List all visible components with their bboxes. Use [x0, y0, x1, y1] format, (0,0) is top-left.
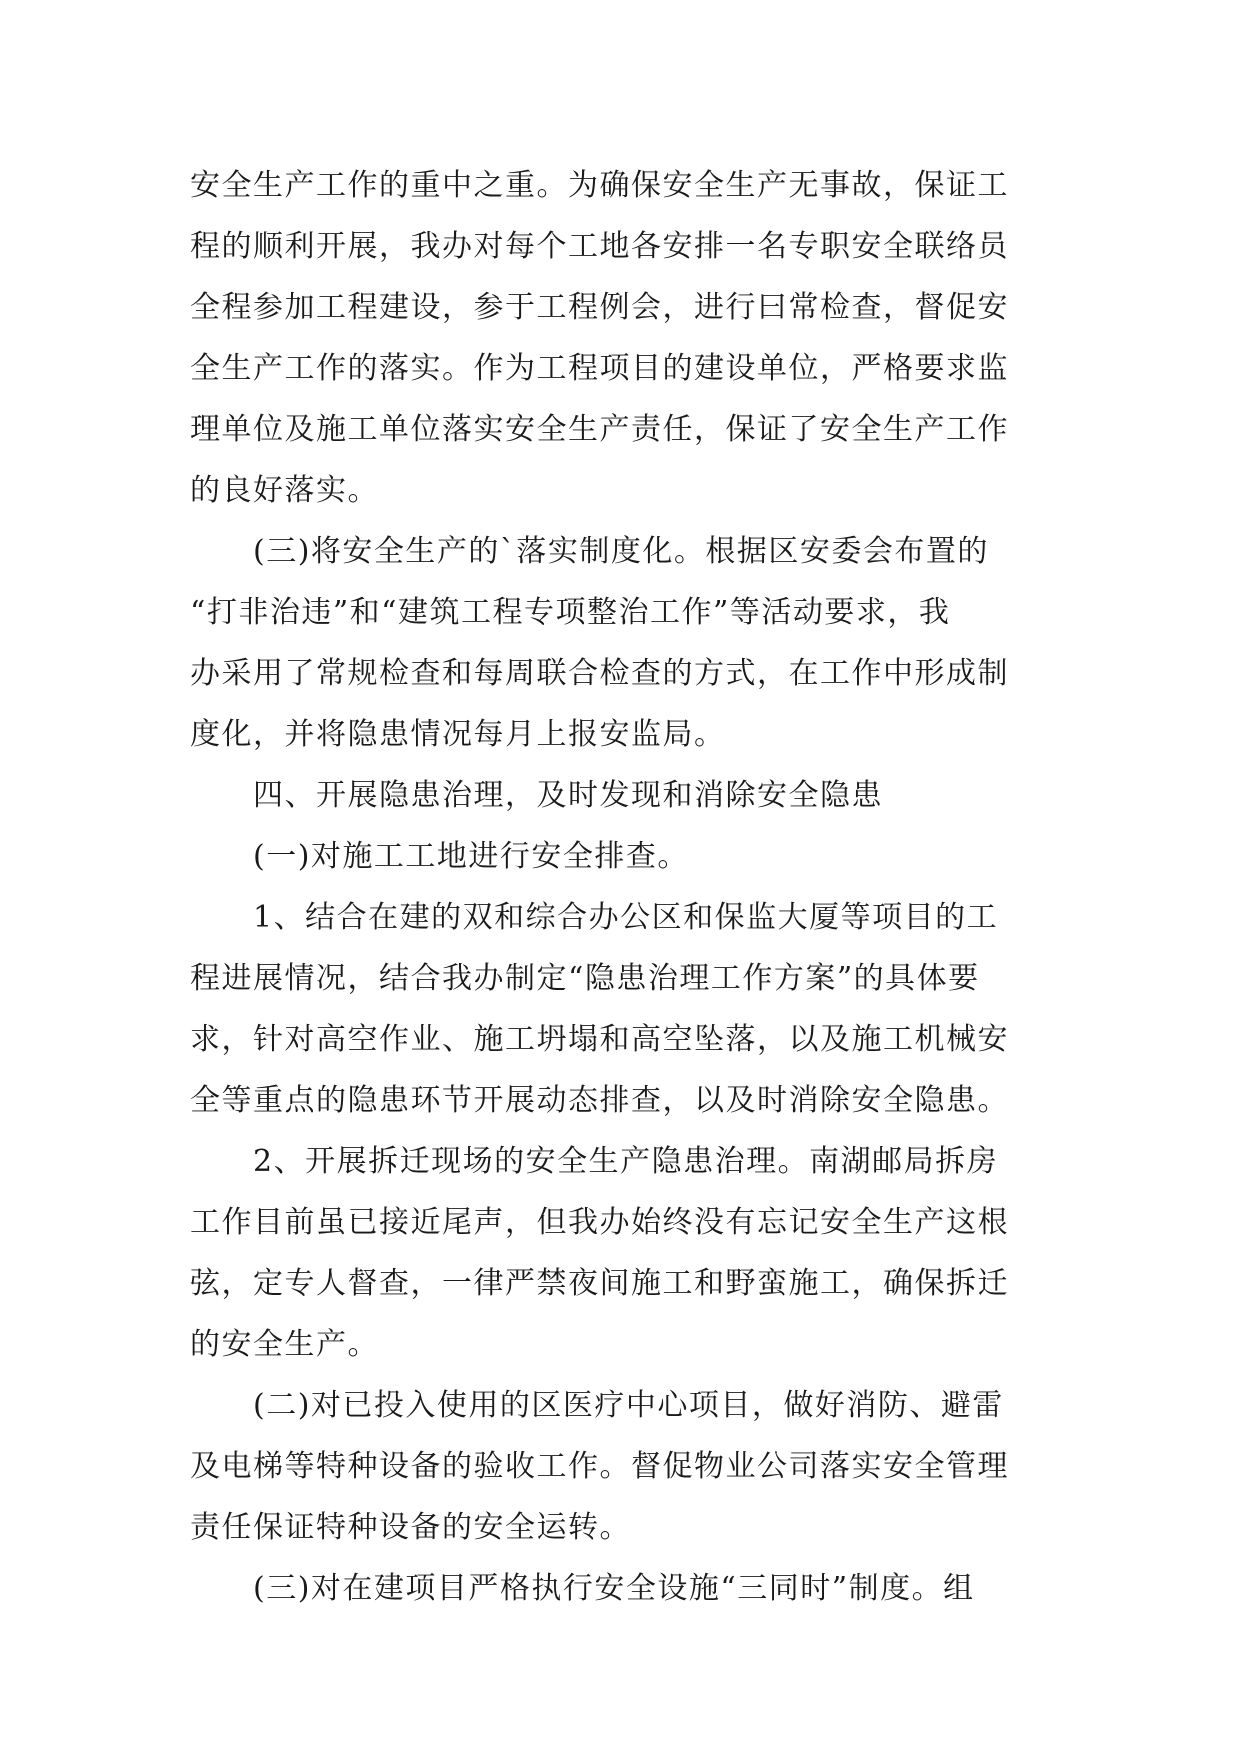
text-line: 求，针对高空作业、施工坍塌和高空坠落，以及施工机械安: [190, 1022, 1009, 1057]
text-line: 全程参加工程建设，参于工程例会，进行曰常检查，督促安: [190, 290, 1009, 325]
text-line: 办采用了常规检查和每周联合检查的方式，在工作中形成制: [190, 656, 1009, 691]
text-line: (三)对在建项目严格执行安全设施“三同时”制度。组: [190, 1571, 975, 1606]
text-line: 的良好落实。: [190, 473, 379, 508]
text-line: 理单位及施工单位落实安全生产责任，保证了安全生产工作: [190, 412, 1009, 447]
text-line: (二)对已投入使用的区医疗中心项目，做好消防、避雷: [190, 1388, 1004, 1423]
text-line: 程进展情况，结合我办制定“隐患治理工作方案”的具体要: [190, 961, 980, 996]
text-line: 2、开展拆迁现场的安全生产隐患治理。南湖邮局拆房: [190, 1144, 999, 1179]
section-heading: 四、开展隐患治理，及时发现和消除安全隐患: [190, 778, 883, 813]
text-line: 工作目前虽已接近尾声，但我办始终没有忘记安全生产这根: [190, 1205, 1009, 1240]
text-line: 的安全生产。: [190, 1327, 379, 1362]
text-line: 全等重点的隐患环节开展动态排查，以及时消除安全隐患。: [190, 1083, 1009, 1118]
body-text: [190, 155, 1070, 1619]
text-line: 程的顺利开展，我办对每个工地各安排一名专职安全联络员: [190, 229, 1009, 264]
text-line: 责任保证特种设备的安全运转。: [190, 1510, 631, 1545]
text-line: 1、结合在建的双和综合办公区和保监大厦等项目的工: [190, 900, 999, 935]
subsection-heading: (一)对施工工地进行安全排查。: [190, 839, 689, 874]
text-line: (三)将安全生产的`落实制度化。根据区安委会布置的: [190, 534, 989, 569]
text-line: 安全生产工作的重中之重。为确保安全生产无事故，保证工: [190, 168, 1009, 203]
text-line: “打非治违”和“建筑工程专项整治工作”等活动要求，我: [190, 595, 951, 630]
text-line: 弦，定专人督查，一律严禁夜间施工和野蛮施工，确保拆迁: [190, 1266, 1009, 1301]
text-line: 度化，并将隐患情况每月上报安监局。: [190, 717, 726, 752]
text-line: 全生产工作的落实。作为工程项目的建设单位，严格要求监: [190, 351, 1009, 386]
text-line: 及电梯等特种设备的验收工作。督促物业公司落实安全管理: [190, 1449, 1009, 1484]
